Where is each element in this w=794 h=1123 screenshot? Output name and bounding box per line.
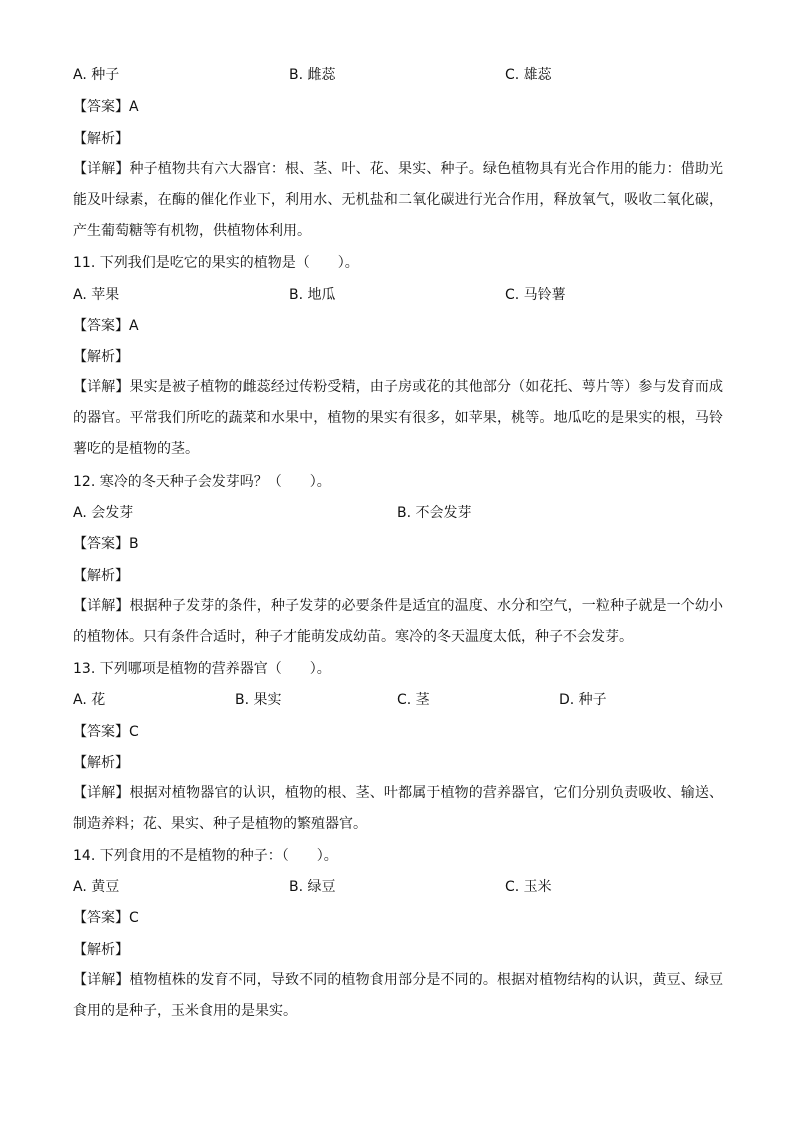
q10-option-a: A. 种子 xyxy=(73,67,120,83)
q12-detail: 【详解】根据种子发芽的条件，种子发芽的必要条件是适宜的温度、水分和空气，一粒种子就是一个幼小的植物体。只有条件合适时，种子才能萌发成幼苗。寒冷的冬天温度太低，种子不会发芽。 xyxy=(73,598,723,645)
q13-option-c: C. 茎 xyxy=(397,692,430,708)
q11-detail: 【详解】果实是被子植物的雌蕊经过传粉受精，由子房或花的其他部分（如花托、萼片等）参与发育而成的器官。平常我们所吃的蔬菜和水果中，植物的果实有很多，如苹果，桃等。地瓜吃的是果实的根，马铃薯吃的是植物的茎。 xyxy=(73,379,723,457)
q13-answer: 【答案】C xyxy=(73,724,139,740)
q11-question: 11. 下列我们是吃它的果实的植物是（ ）。 xyxy=(73,255,359,271)
q12-option-a: A. 会发芽 xyxy=(73,505,134,521)
q14-detail: 【详解】植物植株的发育不同，导致不同的植物食用部分是不同的。根据对植物结构的认识，黄豆、绿豆食用的是种子，玉米食用的是果实。 xyxy=(73,972,723,1019)
q13-question: 13. 下列哪项是植物的营养器官（ ）。 xyxy=(73,661,331,677)
q13-detail: 【详解】根据对植物器官的认识，植物的根、茎、叶都属于植物的营养器官，它们分别负责吸收、输送、制造养料；花、果实、种子是植物的繁殖器官。 xyxy=(73,785,723,832)
q10-answer: 【答案】A xyxy=(73,99,139,115)
q14-option-b: B. 绿豆 xyxy=(289,879,336,895)
q10-detail: 【详解】种子植物共有六大器官：根、茎、叶、花、果实、种子。绿色植物具有光合作用的能力：借助光能及叶绿素，在酶的催化作业下，利用水、无机盐和二氧化碳进行光合作用，释放氧气，吸收二氧化碳，产生葡萄糖等有机物，供植物体利用。 xyxy=(73,161,723,239)
q11-option-b: B. 地瓜 xyxy=(289,287,336,303)
q10-option-c: C. 雄蕊 xyxy=(505,67,552,83)
q12-option-b: B. 不会发芽 xyxy=(397,505,472,521)
q11-option-c: C. 马铃薯 xyxy=(505,287,566,303)
q12-question: 12. 寒冷的冬天种子会发芽吗？（ ）。 xyxy=(73,474,331,490)
q10-option-b: B. 雌蕊 xyxy=(289,67,336,83)
q14-analysis-heading: 【解析】 xyxy=(73,942,129,958)
q10-analysis-heading: 【解析】 xyxy=(73,131,129,147)
q12-answer: 【答案】B xyxy=(73,536,139,552)
q11-answer: 【答案】A xyxy=(73,318,139,334)
q12-analysis-heading: 【解析】 xyxy=(73,568,129,584)
q14-question: 14. 下列食用的不是植物的种子：（ ）。 xyxy=(73,848,338,864)
q13-analysis-heading: 【解析】 xyxy=(73,755,129,771)
q13-option-a: A. 花 xyxy=(73,692,106,708)
q13-option-d: D. 种子 xyxy=(559,692,607,708)
q11-analysis-heading: 【解析】 xyxy=(73,349,129,365)
q13-option-b: B. 果实 xyxy=(235,692,282,708)
q11-option-a: A. 苹果 xyxy=(73,287,120,303)
q14-answer: 【答案】C xyxy=(73,910,139,926)
q14-option-a: A. 黄豆 xyxy=(73,879,120,895)
q14-option-c: C. 玉米 xyxy=(505,879,552,895)
